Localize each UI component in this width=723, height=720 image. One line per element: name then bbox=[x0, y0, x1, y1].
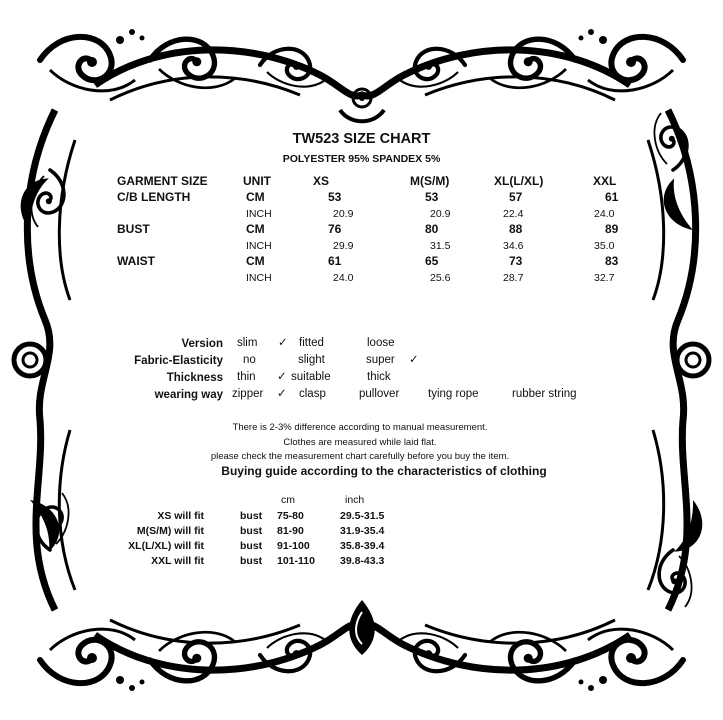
cell-value: 34.6 bbox=[503, 240, 524, 252]
fit-part: bust bbox=[240, 540, 263, 552]
cell-value: 35.0 bbox=[594, 240, 615, 252]
header-xxl: XXL bbox=[593, 174, 617, 188]
header-xl: XL(L/XL) bbox=[494, 174, 544, 188]
fit-inch: 39.8-43.3 bbox=[340, 555, 385, 567]
cell-value: 31.5 bbox=[430, 240, 451, 252]
characteristic-label: Thickness bbox=[166, 372, 223, 384]
option: rubber string bbox=[512, 388, 577, 400]
row-unit: INCH bbox=[246, 240, 272, 252]
check-icon: ✓ bbox=[277, 388, 287, 400]
cell-value: 61 bbox=[605, 190, 619, 204]
fit-part: bust bbox=[240, 525, 263, 537]
option: super bbox=[366, 354, 395, 366]
cell-value: 24.0 bbox=[594, 208, 615, 220]
fit-cm: 75-80 bbox=[277, 510, 304, 522]
option: thin bbox=[237, 371, 256, 383]
material-composition: POLYESTER 95% SPANDEX 5% bbox=[282, 153, 441, 165]
cell-value: 32.7 bbox=[594, 272, 615, 284]
cell-value: 20.9 bbox=[430, 208, 451, 220]
cell-value: 22.4 bbox=[503, 208, 524, 220]
note-line: Clothes are measured while laid flat. bbox=[283, 437, 437, 448]
cell-value: 29.9 bbox=[333, 240, 354, 252]
fit-part: bust bbox=[240, 510, 263, 522]
fit-size: XXL will fit bbox=[151, 555, 204, 567]
fit-inch: 29.5-31.5 bbox=[340, 510, 385, 522]
frame-right bbox=[648, 110, 711, 610]
check-icon: ✓ bbox=[409, 354, 419, 366]
chart-title: TW523 SIZE CHART bbox=[292, 131, 431, 147]
option: zipper bbox=[232, 388, 264, 400]
cell-value: 73 bbox=[509, 254, 523, 268]
row-unit: CM bbox=[246, 254, 265, 268]
row-unit: INCH bbox=[246, 208, 272, 220]
cell-value: 76 bbox=[328, 222, 342, 236]
option: clasp bbox=[299, 388, 326, 400]
check-icon: ✓ bbox=[278, 337, 288, 349]
cell-value: 53 bbox=[425, 190, 439, 204]
cell-value: 61 bbox=[328, 254, 342, 268]
option: pullover bbox=[359, 388, 400, 400]
note-line: There is 2-3% difference according to manual measurement. bbox=[232, 422, 488, 433]
row-unit: CM bbox=[246, 190, 265, 204]
fit-cm: 101-110 bbox=[277, 555, 315, 567]
characteristic-label: Version bbox=[181, 338, 223, 350]
header-garment-size: GARMENT SIZE bbox=[117, 174, 208, 188]
cell-value: 24.0 bbox=[333, 272, 354, 284]
option: suitable bbox=[291, 371, 331, 383]
option: tying rope bbox=[428, 388, 479, 400]
cell-value: 20.9 bbox=[333, 208, 354, 220]
fit-size: M(S/M) will fit bbox=[136, 525, 204, 537]
frame-top bbox=[95, 39, 630, 121]
header-unit: UNIT bbox=[243, 174, 271, 188]
row-label: C/B LENGTH bbox=[117, 190, 191, 204]
fit-size: XS will fit bbox=[157, 510, 204, 522]
option: slim bbox=[237, 337, 258, 349]
row-label: WAIST bbox=[117, 254, 155, 268]
fit-size: XL(L/XL) will fit bbox=[128, 540, 204, 552]
fit-header-cm: cm bbox=[281, 494, 295, 506]
fit-header-inch: inch bbox=[345, 494, 365, 506]
row-unit: CM bbox=[246, 222, 265, 236]
cell-value: 57 bbox=[509, 190, 523, 204]
option: thick bbox=[367, 371, 391, 383]
fit-part: bust bbox=[240, 555, 263, 567]
check-icon: ✓ bbox=[277, 371, 287, 383]
cell-value: 80 bbox=[425, 222, 439, 236]
header-xs: XS bbox=[313, 174, 330, 188]
fit-inch: 31.9-35.4 bbox=[340, 525, 385, 537]
characteristic-label: wearing way bbox=[154, 389, 223, 401]
option: no bbox=[243, 354, 256, 366]
option: slight bbox=[298, 354, 325, 366]
frame-bottom bbox=[95, 600, 630, 681]
cell-value: 89 bbox=[605, 222, 619, 236]
cell-value: 53 bbox=[328, 190, 342, 204]
buying-guide-title: Buying guide according to the characteristics of clothing bbox=[221, 464, 547, 478]
characteristic-label: Fabric-Elasticity bbox=[134, 355, 223, 367]
cell-value: 88 bbox=[509, 222, 523, 236]
cell-value: 25.6 bbox=[430, 272, 451, 284]
row-label: BUST bbox=[117, 222, 150, 236]
note-line: please check the measurement chart carefully before you buy the item. bbox=[210, 451, 510, 462]
fit-cm: 91-100 bbox=[277, 540, 310, 552]
fit-cm: 81-90 bbox=[277, 525, 304, 537]
fit-inch: 35.8-39.4 bbox=[340, 540, 385, 552]
header-m: M(S/M) bbox=[410, 174, 450, 188]
cell-value: 83 bbox=[605, 254, 619, 268]
option: fitted bbox=[299, 337, 324, 349]
cell-value: 28.7 bbox=[503, 272, 524, 284]
row-unit: INCH bbox=[246, 272, 272, 284]
option: loose bbox=[367, 337, 395, 349]
cell-value: 65 bbox=[425, 254, 439, 268]
